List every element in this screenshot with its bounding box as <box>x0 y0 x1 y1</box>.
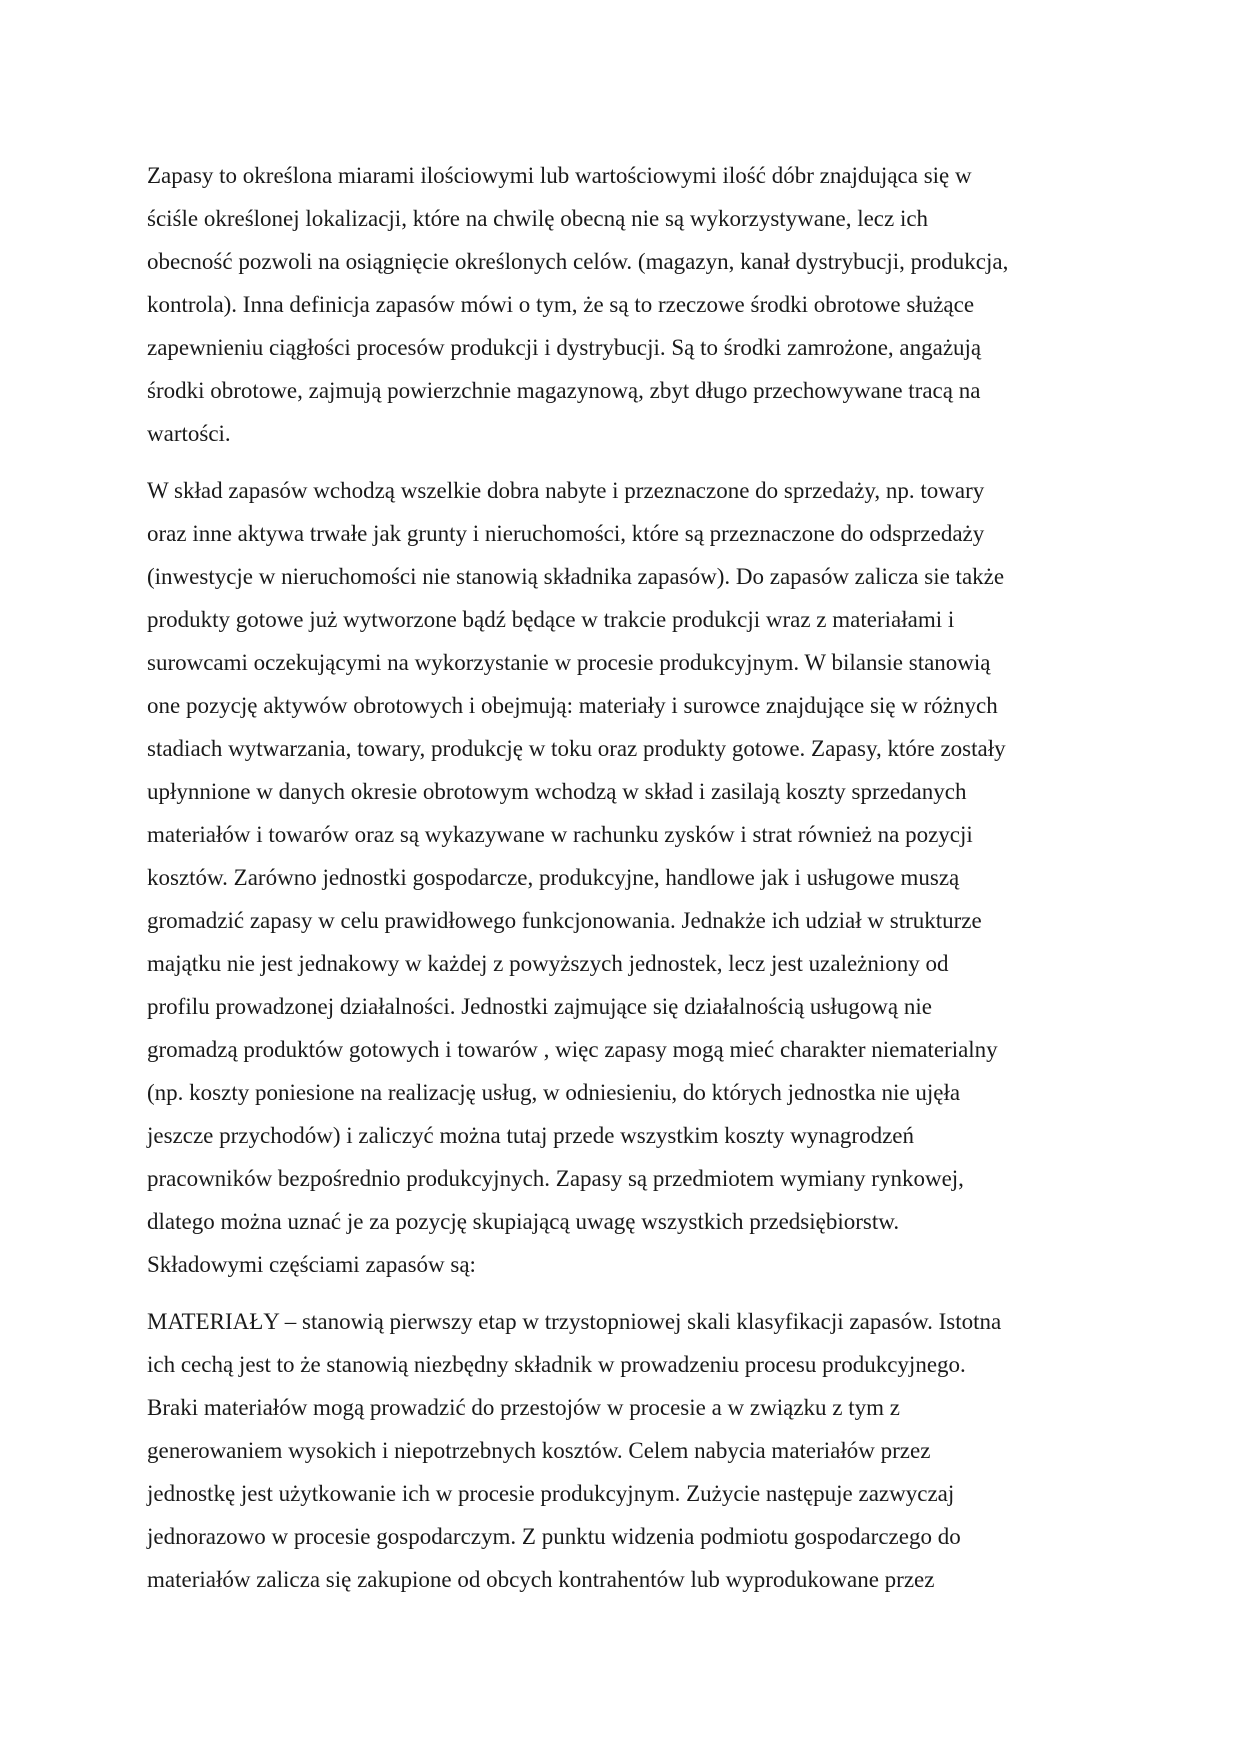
document-body <box>147 154 1092 1601</box>
text-line: materiałów zalicza się zakupione od obcych kontrahentów lub wyprodukowane przez <box>147 1567 935 1592</box>
text-line: jednorazowo w procesie gospodarczym. Z punktu widzenia podmiotu gospodarczego do <box>147 1524 961 1549</box>
text-line: gromadzą produktów gotowych i towarów , więc zapasy mogą mieć charakter niematerialny <box>147 1037 998 1062</box>
text-line: jednostkę jest użytkowanie ich w procesie produkcyjnym. Zużycie następuje zazwyczaj <box>147 1481 955 1506</box>
text-line: upłynnione w danych okresie obrotowym wchodzą w skład i zasilają koszty sprzedanych <box>147 779 967 804</box>
text-line: Zapasy to określona miarami ilościowymi lub wartościowymi ilość dóbr znajdująca się w <box>147 163 972 188</box>
text-line: wartości. <box>147 421 231 446</box>
text-line: dlatego można uznać je za pozycję skupiającą uwagę wszystkich przedsiębiorstw. <box>147 1209 900 1234</box>
text-line: (np. koszty poniesione na realizację usług, w odniesieniu, do których jednostka nie ujęła <box>147 1080 961 1105</box>
text-line: pracowników bezpośrednio produkcyjnych. Zapasy są przedmiotem wymiany rynkowej, <box>147 1166 964 1191</box>
text-line: gromadzić zapasy w celu prawidłowego funkcjonowania. Jednakże ich udział w strukturze <box>147 908 982 933</box>
text-line: kosztów. Zarówno jednostki gospodarcze, produkcyjne, handlowe jak i usługowe muszą <box>147 865 960 890</box>
text-line: W skład zapasów wchodzą wszelkie dobra nabyte i przeznaczone do sprzedaży, np. towary <box>147 478 985 503</box>
text-line: stadiach wytwarzania, towary, produkcję w toku oraz produkty gotowe. Zapasy, które zostały <box>147 736 1006 761</box>
text-line: profilu prowadzonej działalności. Jednostki zajmujące się działalnością usługową nie <box>147 994 932 1019</box>
paragraph-spacer <box>147 1286 1092 1300</box>
text-line: MATERIAŁY – stanowią pierwszy etap w trzystopniowej skali klasyfikacji zapasów. Istotna <box>147 1309 1002 1334</box>
text-line: surowcami oczekującymi na wykorzystanie w procesie produkcyjnym. W bilansie stanowią <box>147 650 991 675</box>
paragraph-definition <box>147 154 1092 455</box>
text-line: oraz inne aktywa trwałe jak grunty i nieruchomości, które są przeznaczone do odsprzedaży <box>147 521 985 546</box>
text-line: środki obrotowe, zajmują powierzchnie magazynową, zbyt długo przechowywane tracą na <box>147 378 981 403</box>
text-line: one pozycję aktywów obrotowych i obejmują: materiały i surowce znajdujące się w różnych <box>147 693 998 718</box>
paragraph-spacer <box>147 455 1092 469</box>
text-line: obecność pozwoli na osiągnięcie określonych celów. (magazyn, kanał dystrybucji, produkcja, <box>147 249 1009 274</box>
text-line: materiałów i towarów oraz są wykazywane w rachunku zysków i strat również na pozycji <box>147 822 973 847</box>
text-line: jeszcze przychodów) i zaliczyć można tutaj przede wszystkim koszty wynagrodzeń <box>147 1123 914 1148</box>
text-line: generowaniem wysokich i niepotrzebnych kosztów. Celem nabycia materiałów przez <box>147 1438 931 1463</box>
text-line: Składowymi częściami zapasów są: <box>147 1252 476 1277</box>
text-line: majątku nie jest jednakowy w każdej z powyższych jednostek, lecz jest uzależniony od <box>147 951 949 976</box>
paragraph-composition <box>147 469 1092 1286</box>
text-line: ich cechą jest to że stanowią niezbędny składnik w prowadzeniu procesu produkcyjnego. <box>147 1352 966 1377</box>
paragraph-materials <box>147 1300 1092 1601</box>
text-line: ściśle określonej lokalizacji, które na chwilę obecną nie są wykorzystywane, lecz ich <box>147 206 929 231</box>
text-line: kontrola). Inna definicja zapasów mówi o tym, że są to rzeczowe środki obrotowe służące <box>147 292 975 317</box>
text-line: zapewnieniu ciągłości procesów produkcji i dystrybucji. Są to środki zamrożone, angażują <box>147 335 982 360</box>
text-line: produkty gotowe już wytworzone bądź będące w trakcie produkcji wraz z materiałami i <box>147 607 955 632</box>
text-line: Braki materiałów mogą prowadzić do przestojów w procesie a w związku z tym z <box>147 1395 900 1420</box>
text-line: (inwestycje w nieruchomości nie stanowią składnika zapasów). Do zapasów zalicza sie także <box>147 564 1005 589</box>
